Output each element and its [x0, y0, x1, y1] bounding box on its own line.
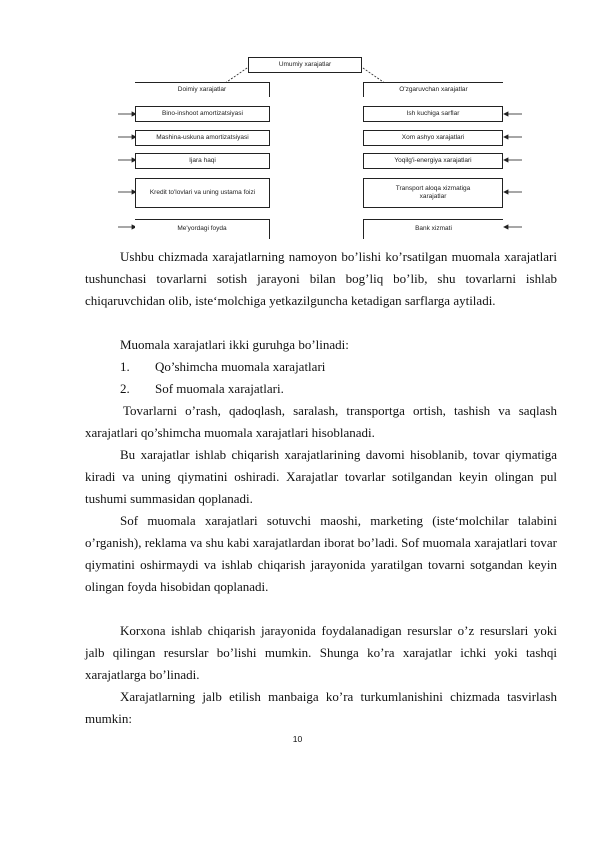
list-number-1: 1.: [120, 359, 130, 374]
diagram-connectors: [110, 52, 530, 242]
paragraph-5: Sof muomala xarajatlari sotuvchi maoshi, marketing (iste‘molchilar talabini o’rganish), reklama va shu kabi xarajatlardan iborat bo’ladi. Sof muomala xarajatlari tovar qiymatini oshirmaydi va ishlab chiqarish jarayonida yaratilgan tovarni sotgandan keyin olingan foyda hisobidan qoplanadi.: [85, 513, 557, 594]
diagram-root-box: Umumiy xarajatlar: [248, 57, 362, 73]
right-item-box: Ish kuchiga sarflar: [363, 106, 503, 122]
list-number-2: 2.: [120, 381, 130, 396]
paragraph-7: Xarajatlarning jalb etilish manbaiga ko’ra turkumlanishini chizmada tasvirlash mumkin:: [85, 689, 557, 726]
page-number: 10: [292, 734, 303, 744]
left-item-box: Kredit to'lovlari va uning ustama foizi: [135, 178, 270, 208]
cost-classification-diagram: [110, 52, 530, 242]
right-item-box: Yoqilg'i-energiya xarajatlari: [363, 153, 503, 169]
left-item-box: Ijara haqi: [135, 153, 270, 169]
left-item-box: Mashina-uskuna amortizatsiyasi: [135, 130, 270, 146]
left-item-box: Bino-inshoot amortizatsiyasi: [135, 106, 270, 122]
list-item-2: Sof muomala xarajatlari.: [155, 381, 284, 396]
right-header-box: O'zgaruvchan xarajatlar: [363, 82, 503, 97]
left-header-box: Doimiy xarajatlar: [135, 82, 270, 97]
paragraph-4: Bu xarajatlar ishlab chiqarish xarajatlarining davomi hisoblanib, tovar qiymatiga kiradi va uning qiymatini oshiradi. Xarajatlar tovarlar sotilgandan keyin olingan pul tushumi summasidan qoplanadi.: [85, 447, 557, 506]
paragraph-6: Korxona ishlab chiqarish jarayonida foydalanadigan resurslar o’z resurslari yoki jalb qilingan resurslar bo’lishi mumkin. Shunga ko’ra xarajatlar ichki yoki tashqi xarajatlarga bo’linadi.: [85, 623, 557, 682]
right-item-box: Xom ashyo xarajatlari: [363, 130, 503, 146]
paragraph-1: Ushbu chizmada xarajatlarning namoyon bo’lishi ko’rsatilgan muomala xarajatlari tushunchasi tovarlarni sotish jarayoni bilan bog’liq bo’lib, shu tovarlarni ishlab chiqaruvchidan olib, iste‘molchiga yetkazilguncha ketadigan sarflarga aytiladi.: [85, 249, 557, 308]
left-item-box: Me'yordagi foyda: [135, 219, 270, 239]
right-item-box: Transport aloqa xizmatiga xarajatlar: [363, 178, 503, 208]
paragraph-3: Tovarlarni o’rash, qadoqlash, saralash, transportga ortish, tashish va saqlash xarajatlari qo’shimcha muomala xarajatlari hisoblanadi.: [85, 403, 557, 440]
paragraph-2: Muomala xarajatlari ikki guruhga bo’linadi:: [120, 337, 349, 352]
list-item-1: Qo’shimcha muomala xarajatlari: [155, 359, 326, 374]
right-item-box: Bank xizmati: [363, 219, 503, 239]
